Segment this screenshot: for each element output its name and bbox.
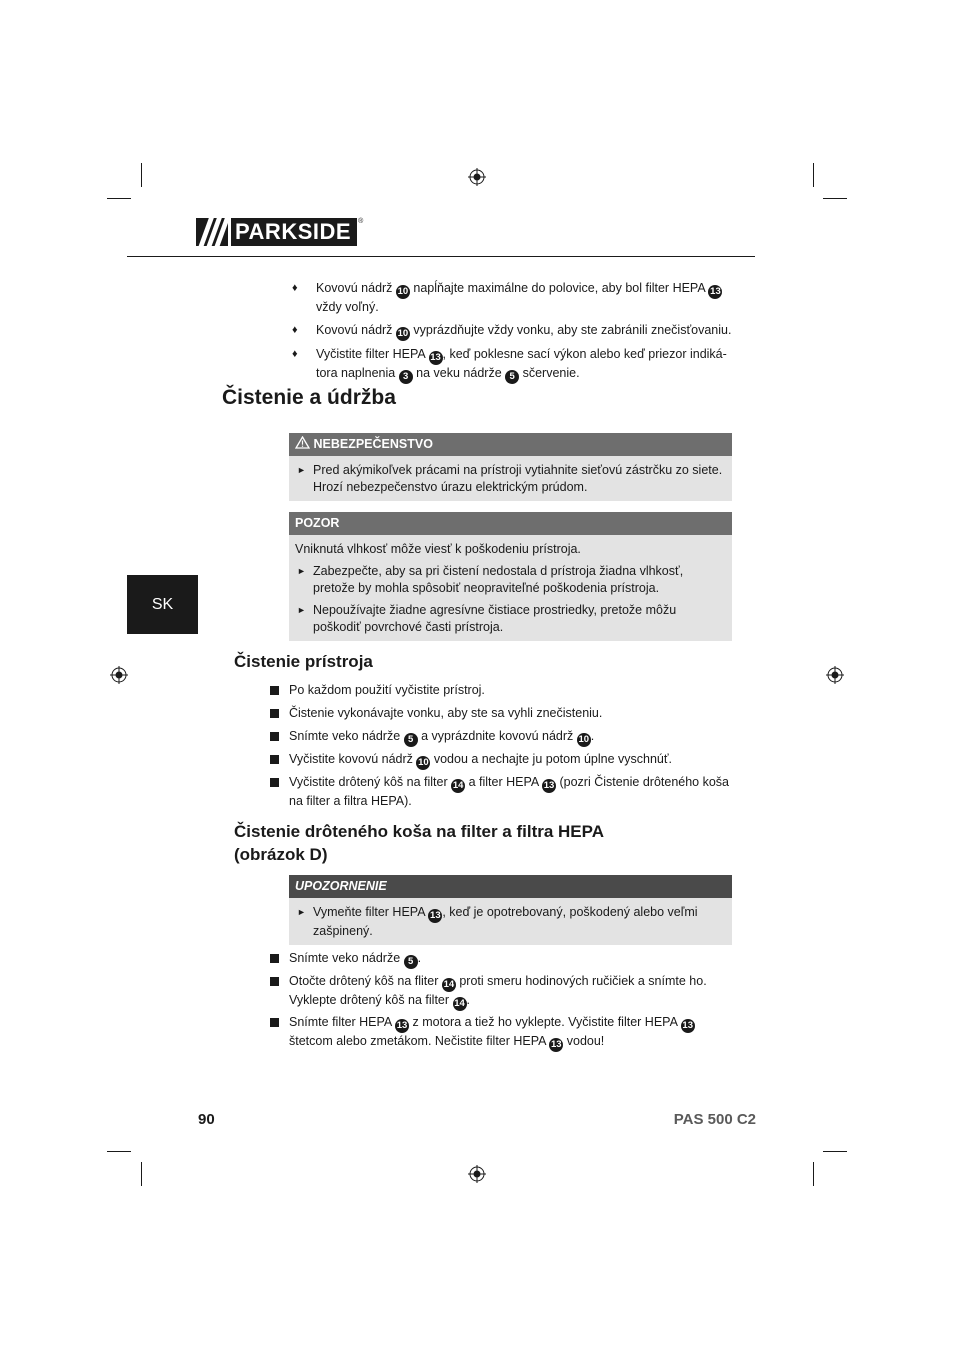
crop-mark xyxy=(141,163,142,187)
part-number-badge: 14 xyxy=(443,979,455,990)
caution-intro: Vniknutá vlhkosť môže viesť k poškodeniu prístroja. xyxy=(295,542,581,556)
list-item xyxy=(270,682,732,699)
page-number: 90 xyxy=(198,1111,215,1128)
diamond-bullet-icon: ♦ xyxy=(292,282,298,294)
list-item xyxy=(270,728,732,747)
crop-mark xyxy=(823,198,847,199)
intro-list-item xyxy=(292,322,737,341)
square-bullet-icon xyxy=(270,1018,279,1027)
danger-box-title: NEBEZPEČENSTVO xyxy=(313,437,433,451)
intro-item-text: Vyčistite filter HEPA 13 , keď poklesne sací výkon alebo keď priezor indiká-tora naplnenia 3 na veku nádrže 5 sčervenie. xyxy=(316,347,727,382)
caution-box xyxy=(289,512,732,641)
note-box-title: UPOZORNENIE xyxy=(295,879,387,893)
part-number-badge: 10 xyxy=(578,734,590,745)
square-bullet-icon xyxy=(270,732,279,741)
list-item-text: Otočte drôtený kôš na fliter 14 proti smeru hodinových ručičiek a snímte ho. Vyklepte drôtený kôš na filter 14 . xyxy=(289,974,707,1009)
registration-mark-icon xyxy=(468,1165,486,1183)
registration-mark-icon xyxy=(468,168,486,186)
square-bullet-icon xyxy=(270,977,279,986)
intro-list-item xyxy=(292,346,737,384)
list-item-text: Vyčistite drôtený kôš na filter 14 a filter HEPA 13 (pozri Čistenie drôteného koša na filter a filtra HEPA). xyxy=(289,775,730,808)
list-item-text: Snímte veko nádrže 5 a vyprázdnite kovovú nádrž 10 . xyxy=(289,729,595,745)
caution-row xyxy=(295,602,726,636)
part-number-badge: 13 xyxy=(430,352,441,363)
part-number-badge: 5 xyxy=(404,955,418,969)
subsection-title-line: (obrázok D) xyxy=(234,845,328,864)
part-number-badge: 14 xyxy=(454,998,465,1009)
logo-registered-mark: ® xyxy=(358,218,364,225)
logo-slashes-icon xyxy=(196,218,228,246)
diamond-bullet-icon: ♦ xyxy=(292,348,298,360)
model-name: PAS 500 C2 xyxy=(673,1111,756,1128)
diamond-bullet-icon: ♦ xyxy=(292,324,298,336)
list-item-text: Vyčistite kovovú nádrž 10 vodou a nechajte ju potom úplne vyschnúť. xyxy=(289,752,673,768)
list-item-text: Po každom použití vyčistite prístroj. xyxy=(289,683,485,697)
danger-row xyxy=(295,462,726,496)
arrow-bullet-icon: ► xyxy=(297,465,306,475)
part-number-badge: 13 xyxy=(550,1039,562,1050)
intro-item-text: Kovovú nádrž 10 vyprázdňujte vždy vonku, aby ste zabránili znečisťovaniu. xyxy=(316,323,732,339)
square-bullet-icon xyxy=(270,755,279,764)
arrow-bullet-icon: ► xyxy=(297,907,306,917)
caution-box-body xyxy=(289,535,732,641)
note-box-body xyxy=(289,898,732,945)
warning-triangle-icon xyxy=(295,436,310,449)
part-number-badge: 10 xyxy=(397,286,409,297)
danger-box-body xyxy=(289,456,732,501)
part-number-badge: 13 xyxy=(543,780,555,791)
intro-item-text: Kovovú nádrž 10 napĺňajte maximálne do polovice, aby bol filter HEPA 13 vždy voľný. xyxy=(316,281,721,314)
list-item-text: Čistenie vykonávajte vonku, aby ste sa vyhli znečisteniu. xyxy=(289,706,603,720)
part-number-badge: 13 xyxy=(682,1020,693,1031)
crop-mark xyxy=(107,1151,131,1152)
header-rule xyxy=(127,256,755,257)
danger-row-text: Pred akýmikoľvek prácami na prístroji vytiahnite sieťovú zástrčku zo siete. Hrozí nebezpečenstvo úrazu elektrickým prúdom. xyxy=(313,463,723,494)
part-number-badge: 3 xyxy=(399,370,413,384)
arrow-bullet-icon: ► xyxy=(297,605,306,615)
list-item xyxy=(270,973,732,1011)
arrow-bullet-icon: ► xyxy=(297,566,306,576)
list-item xyxy=(270,705,732,722)
subsection-title: Čistenie prístroja xyxy=(234,652,373,671)
caution-row xyxy=(295,563,726,597)
language-tab: SK xyxy=(127,575,198,634)
logo-text: PARKSIDE xyxy=(228,218,357,246)
crop-mark xyxy=(823,1151,847,1152)
list-item-text: Snímte veko nádrže 5 . xyxy=(289,951,422,967)
list-item-text: Snímte filter HEPA 13 z motora a tiež ho vyklepte. Vyčistite filter HEPA 13 štetcom alebo zmetákom. Nečistite filter HEPA 13 vodou! xyxy=(289,1015,693,1050)
brand-logo xyxy=(196,218,363,246)
caution-box-header xyxy=(289,512,732,535)
square-bullet-icon xyxy=(270,709,279,718)
crop-mark xyxy=(141,1162,142,1186)
part-number-badge: 5 xyxy=(505,370,519,384)
part-number-badge: 13 xyxy=(396,1020,408,1031)
subsection-title-line: Čistenie drôteného koša na filter a filtra HEPA xyxy=(234,822,604,841)
danger-box xyxy=(289,433,732,501)
registration-mark-icon xyxy=(110,666,128,684)
intro-list-item xyxy=(292,280,737,316)
list-item xyxy=(270,950,732,969)
crop-mark xyxy=(107,198,131,199)
note-row-text: Vymeňte filter HEPA 13 , keď je opotrebovaný, poškodený alebo veľmi zašpinený. xyxy=(313,905,698,938)
part-number-badge: 5 xyxy=(404,733,418,747)
note-row xyxy=(295,904,726,940)
subsection-title xyxy=(234,820,604,866)
crop-mark xyxy=(813,1162,814,1186)
part-number-badge: 10 xyxy=(418,757,429,768)
part-number-badge: 14 xyxy=(452,780,464,791)
list-item xyxy=(270,751,732,770)
registration-mark-icon xyxy=(826,666,844,684)
note-box-header xyxy=(289,875,732,898)
crop-mark xyxy=(813,163,814,187)
section-title: Čistenie a údržba xyxy=(222,386,396,409)
list-item xyxy=(270,774,732,810)
caution-box-title: POZOR xyxy=(295,516,340,530)
square-bullet-icon xyxy=(270,954,279,963)
square-bullet-icon xyxy=(270,778,279,787)
part-number-badge: 10 xyxy=(397,328,409,339)
note-box xyxy=(289,875,732,945)
caution-row-text: Nepoužívajte žiadne agresívne čistiace prostriedky, pretože môžu poškodiť povrchové časti prístroja. xyxy=(313,603,677,634)
part-number-badge: 13 xyxy=(430,910,441,921)
list-item xyxy=(270,1014,732,1052)
part-number-badge: 13 xyxy=(710,286,721,297)
caution-row-text: Zabezpečte, aby sa pri čistení nedostala d prístroja žiadna vlhkosť, pretože by mohla spôsobiť neopraviteľné poškodenia prístroja. xyxy=(313,564,684,595)
square-bullet-icon xyxy=(270,686,279,695)
danger-box-header xyxy=(289,433,732,456)
